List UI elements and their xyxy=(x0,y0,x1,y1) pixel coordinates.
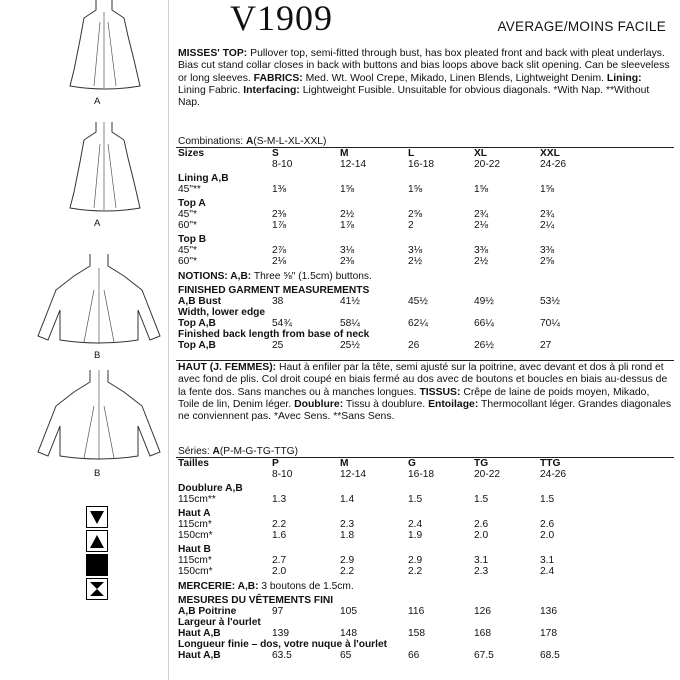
notions-row: NOTIONS: A,B: Three ⅝" (1.5cm) buttons. xyxy=(178,271,372,282)
finished-measurements-title: MESURES DU VÊTEMENTS FINI xyxy=(178,595,334,606)
numeric-sizes-row: 8-10 12-14 16-18 20-22 24-26 xyxy=(272,469,567,480)
interfacing-text: Lightweight Fusible. Unsuitable for obvious diagonals. *With Nap. **Without Nap. xyxy=(178,84,650,109)
solid-square-icon xyxy=(86,554,108,576)
table-row: Haut A,B 139 148 158 168 178 xyxy=(178,628,557,639)
view-b-back-illustration xyxy=(34,370,164,466)
fabrics-heading: FABRICS: xyxy=(253,72,303,84)
table-row: 115cm* 2.7 2.9 2.9 3.1 3.1 xyxy=(178,555,555,566)
view-label: B xyxy=(94,468,101,479)
lining-heading: Lining: xyxy=(606,72,642,84)
table-row: Finished back length from base of neck xyxy=(178,329,370,340)
interfacing-text: Thermocollant léger. Grandes diagonales ne conviennent pas. *Avec Sens. **Sans Sens. xyxy=(178,398,672,423)
english-description xyxy=(178,48,672,109)
table-row: 45"** 1⅜ 1⅝ 1⅝ 1⅝ 1⅝ xyxy=(178,184,555,195)
combinations-line: Combinations: A(S-M-L-XL-XXL) xyxy=(178,136,327,147)
fabrics-text: Crêpe de laine de poids moyen, Mikado, Toile de lin, Denim léger. xyxy=(178,386,650,410)
view-a-back-illustration xyxy=(60,122,150,214)
table-row: Top A xyxy=(178,198,206,209)
view-b-front-illustration xyxy=(34,254,164,350)
series-line: Séries: A(P-M-G-TG-TTG) xyxy=(178,446,298,457)
view-label: A xyxy=(94,218,101,229)
table-row: 60"* 1⅞ 1⅞ 2 2⅛ 2¼ xyxy=(178,220,555,231)
table-row: 45"* 2⅞ 3⅛ 3⅛ 3⅜ 3⅜ xyxy=(178,245,555,256)
fabrics-text: Med. Wt. Wool Crepe, Mikado, Linen Blends, Lightweight Denim. xyxy=(302,72,607,84)
desc-body: Haut à enfiler par la tête, semi ajusté sur la poitrine, avec devant et dos à pli rond et avec fond de plis. Col droit coupé en biais fermé au dos avec de boutons et boucles en biais au-dessus de la fente dos. Sans manches ou à manches longues. xyxy=(178,362,668,398)
fabrics-heading: TISSUS: xyxy=(419,386,461,398)
table-row: Haut A,B 63.5 65 66 67.5 68.5 xyxy=(178,650,560,661)
desc-body: Pullover top, semi-fitted through bust, has box pleated front and back with pleat underlays. Bias cut stand collar closes in back with buttons and bias loops above back slit opening. Can be sleeveless or long sleeves. xyxy=(178,48,670,84)
divider xyxy=(176,457,674,458)
notions-row: MERCERIE: A,B: 3 boutons de 1.5cm. xyxy=(178,581,354,592)
divider xyxy=(176,360,674,361)
desc-title: HAUT (J. FEMMES): xyxy=(178,362,277,373)
column-divider xyxy=(168,0,169,680)
table-row: 45"* 2⅜ 2½ 2⅝ 2¾ 2¾ xyxy=(178,209,555,220)
sizes-row: Tailles P M G TG TTG xyxy=(178,458,561,469)
hourglass-icon xyxy=(86,578,108,600)
table-row: A,B Bust 38 41½ 45½ 49½ 53½ xyxy=(178,296,560,307)
view-label: A xyxy=(94,96,101,107)
table-row: Top B xyxy=(178,234,207,245)
table-row: 115cm** 1.3 1.4 1.5 1.5 1.5 xyxy=(178,494,555,505)
down-triangle-icon xyxy=(86,506,108,528)
table-row: Lining A,B xyxy=(178,173,229,184)
view-a-front-illustration xyxy=(60,0,150,92)
finished-measurements-title: FINISHED GARMENT MEASUREMENTS xyxy=(178,285,370,296)
up-triangle-icon xyxy=(86,530,108,552)
divider xyxy=(176,147,674,148)
lining-text: Lining Fabric. xyxy=(178,84,244,96)
table-row: A,B Poitrine 97 105 116 126 136 xyxy=(178,606,557,617)
difficulty-level: AVERAGE/MOINS FACILE xyxy=(497,19,666,34)
pattern-info-column xyxy=(176,0,674,680)
english-yardage-table xyxy=(176,136,674,351)
french-yardage-table xyxy=(176,446,674,661)
table-row: Haut B xyxy=(178,544,211,555)
table-row: Top A,B 25 25½ 26 26½ 27 xyxy=(178,340,552,351)
table-row: Top A,B 54¾ 58¼ 62¼ 66¼ 70¼ xyxy=(178,318,560,329)
table-row: Width, lower edge xyxy=(178,307,266,318)
pattern-number: V1909 xyxy=(230,0,333,38)
illustrations-column xyxy=(0,0,168,680)
interfacing-heading: Interfacing: xyxy=(243,84,300,96)
table-row: Longueur finie – dos, votre nuque à l'ourlet xyxy=(178,639,388,650)
table-row: 150cm* 1.6 1.8 1.9 2.0 2.0 xyxy=(178,530,555,541)
interfacing-heading: Entoilage: xyxy=(428,398,479,410)
desc-title: MISSES' TOP: xyxy=(178,48,248,59)
sizes-row: Sizes S M L XL XXL xyxy=(178,148,560,159)
lining-text: Tissu à doublure. xyxy=(343,398,429,410)
table-row: Doublure A,B xyxy=(178,483,243,494)
french-description xyxy=(178,362,672,423)
table-row: 115cm* 2.2 2.3 2.4 2.6 2.6 xyxy=(178,519,555,530)
lining-heading: Doublure: xyxy=(294,398,344,410)
numeric-sizes-row: 8-10 12-14 16-18 20-22 24-26 xyxy=(272,159,567,170)
table-row: 150cm* 2.0 2.2 2.2 2.3 2.4 xyxy=(178,566,555,577)
table-row: Largeur à l'ourlet xyxy=(178,617,261,628)
view-label: B xyxy=(94,350,101,361)
table-row: 60"* 2⅛ 2⅜ 2½ 2½ 2⅝ xyxy=(178,256,555,267)
table-row: Haut A xyxy=(178,508,211,519)
